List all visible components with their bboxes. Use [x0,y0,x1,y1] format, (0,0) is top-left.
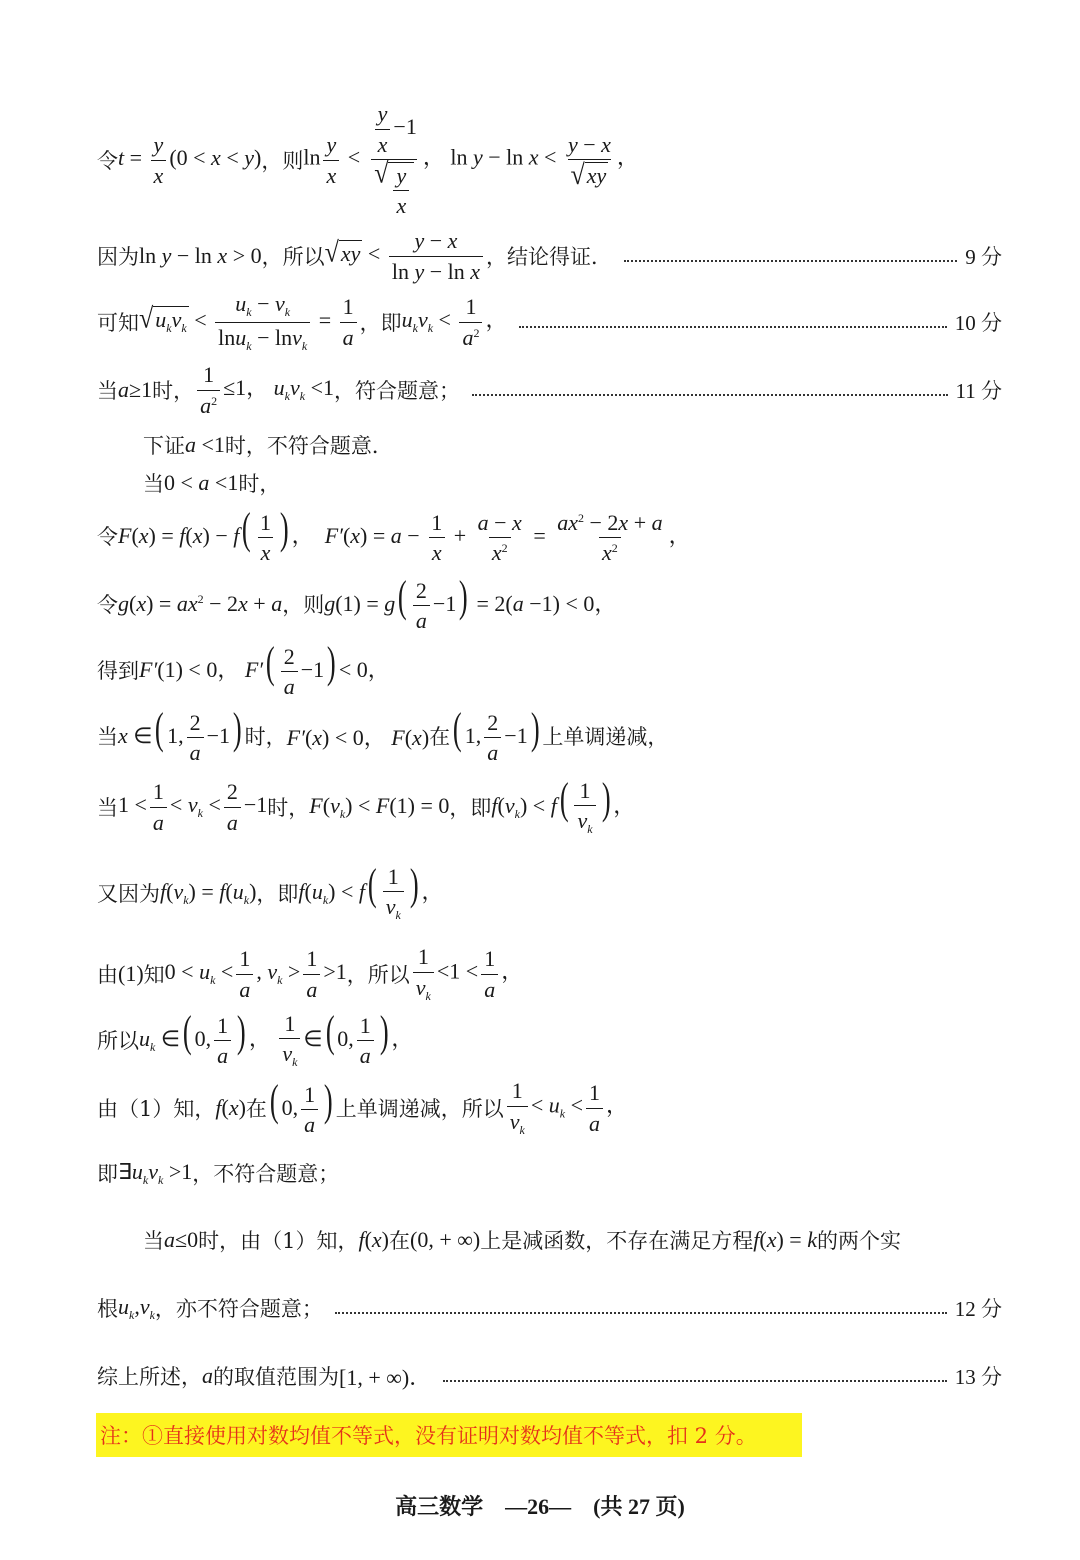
text: 在 [389,1229,410,1253]
line-9 [97,637,1002,700]
line-8 [97,571,1002,634]
formula: $0 < u_k$ < $\frac{1}{a}$ , $v_k$ > $\frac{1}{a}$ >1 [164,946,347,1002]
score: 12 分 [954,1297,1002,1321]
line-13 [97,946,1002,1002]
formula: [1, + ∞)． [339,1364,432,1390]
score: 9 分 [965,245,1002,269]
line-2 [97,228,1002,284]
line-3 [97,290,1002,353]
score: 13 分 [954,1365,1002,1389]
line-6 [143,466,1002,500]
text: 又因为 [97,882,160,906]
line-5 [143,428,1002,462]
text: 即 [97,1162,118,1186]
line-15 [97,1075,1002,1138]
text: ，即 [256,882,299,906]
text: ，结论得证． [486,245,613,269]
text: 由 [97,963,118,987]
formula: ln $\frac{y}{x}$ < $\frac{y}{x}$ −1 √ $\frac{y}{x}$ ， ln y − ln x < y − x √ xy ， [303,101,639,219]
formula: f(x) = k [753,1227,817,1252]
formula: $g(x) = ax^2 - 2x + a$ [118,591,283,616]
line-14 [97,1006,1002,1070]
text: 在 [245,1097,267,1121]
formula: $f(u_k) < f$( $\frac{1}{v_k}$ ) ， [298,859,444,923]
formula: (0, + ∞) [410,1227,481,1252]
line-12 [97,860,1002,926]
text: 综上所述， [97,1365,202,1389]
text: 时，不符合题意． [224,434,393,458]
text: ，即 [359,311,402,335]
line-1 [97,101,1002,219]
formula: 1 < $\frac{1}{a}$ < $v_k$ < $\frac{2}{a}$ −1 [118,779,268,835]
line-7 [97,503,1002,566]
page-footer: 高三数学 —26— (共 27 页) [395,1494,685,1519]
text: 当 [143,472,164,496]
text: 上单调递减，所以 [335,1097,504,1121]
formula: $\frac{1}{a^2}$ ≤1， $u_kv_k <1$ [194,362,334,418]
line-18 [97,1290,1002,1326]
text: 时， [244,725,287,749]
text: 下证 [143,434,185,458]
text: ，所以 [346,963,410,987]
formula: a <1 [185,432,225,457]
formula: $\frac{1}{v_k}$ <1 < $\frac{1}{a}$ ， [410,944,523,1003]
formula: f(x) [215,1095,246,1120]
line-16 [97,1156,1002,1190]
line-4 [97,362,1002,418]
formula: x ∈( 1, $\frac{2}{a}$ −1) [118,703,242,766]
score: 10 分 [954,311,1002,335]
score: 11 分 [955,379,1002,403]
text: 时， [152,379,195,403]
formula: F′(x) < 0， F(x) [286,724,430,750]
formula: $u_kv_k$ < $\frac{1}{a^2}$ ， [401,294,508,350]
formula: $f(v_k) < f$( $\frac{1}{v_k}$ ) ， [491,773,636,837]
text: 时， [267,796,310,820]
formula: F′(1) < 0， F′( $\frac{2}{a}$ −1) < 0， [139,637,390,700]
line-19 [97,1358,1002,1394]
text: 当 [97,796,118,820]
text: 因为 [97,245,139,269]
line-17 [143,1222,1020,1258]
formula: $\exists u_kv_k >1$ [118,1158,193,1187]
text: 由（1）知， [97,1097,216,1121]
formula: (1) [118,961,144,986]
text: ，亦不符合题意； [154,1297,323,1321]
text: 上单调递减， [542,725,669,749]
text: ，符合题意； [334,379,460,403]
formula: a [202,1363,213,1388]
formula: ln y − ln x > 0 [139,243,262,268]
line-10 [97,703,1002,766]
formula: ( 1, $\frac{2}{a}$ −1) [453,703,540,766]
text: 令 [97,593,118,617]
formula: f(x) [358,1227,389,1252]
text: ，则 [261,149,304,173]
formula: a≥1 [118,377,153,402]
text: 当 [143,1229,164,1253]
dot-leader [443,1370,947,1382]
text: 当 [97,379,118,403]
text: 的取值范围为 [213,1365,339,1389]
text: ，不符合题意； [192,1162,340,1186]
formula: t = $\frac{y}{x}$ (0 < x < y) [118,132,262,188]
text: ，则 [282,593,325,617]
dot-leader [472,384,948,396]
text: 知 [143,963,165,987]
formula: √ $u_kv_k$ < $\frac{u_k - v_k}{\ln u_k - \ln v_k}$ = $\frac{1}{a}$ [139,291,360,354]
formula: a≤0 [164,1227,199,1252]
text: 时， [238,472,281,496]
dot-leader [519,316,946,328]
text: 所以 [97,1029,139,1053]
formula: ( 0, $\frac{1}{a}$ ) [269,1075,333,1138]
formula: $u_k$ ∈( 0, $\frac{1}{a}$ ) ， $\frac{1}{v_k}$ ∈( 0, $\frac{1}{a}$ ) ， [139,1006,414,1070]
text: 的两个实 [816,1229,901,1253]
formula: 0 < a <1 [164,470,239,495]
dot-leader [335,1302,947,1314]
line-11 [97,774,1002,840]
formula: $\frac{1}{v_k}$ < $u_k$ < $\frac{1}{a}$ ， [504,1078,628,1137]
formula: $f(v_k) = f(u_k)$ [160,878,257,907]
text: 当 [97,725,118,749]
formula: g(1) = g( $\frac{2}{a}$ −1) = 2(a −1) < 0， [324,571,617,634]
formula: √ xy < $\frac{y - x}{\text{ln y − ln x}}$ [325,228,486,284]
formula: $F(v_k) < F(1) = 0$ [309,792,450,821]
formula: F(x) = f(x) − f( $\frac{1}{x}$ ) ， F′(x) = a − $\frac{1}{x}$ + $\frac{a - x}{x^2}$ = $\frac{ax^2 - 2x + a}{x^2}$ ， [118,503,691,566]
text: 根 [97,1297,118,1321]
text: 可知 [97,311,139,335]
text: 上是减函数，不存在满足方程 [480,1229,754,1253]
formula: $u_k,v_k$ [118,1293,155,1322]
text: 在 [429,725,451,749]
text: 令 [97,149,118,173]
highlighted-note: 注：①直接使用对数均值不等式，没有证明对数均值不等式，扣 2 分。 [96,1413,802,1457]
text: 得到 [97,659,139,683]
text: ，即 [449,796,492,820]
dot-leader [624,250,957,262]
text: 时，由（1）知， [198,1229,359,1253]
text: ，所以 [261,245,325,269]
text: 令 [97,525,118,549]
